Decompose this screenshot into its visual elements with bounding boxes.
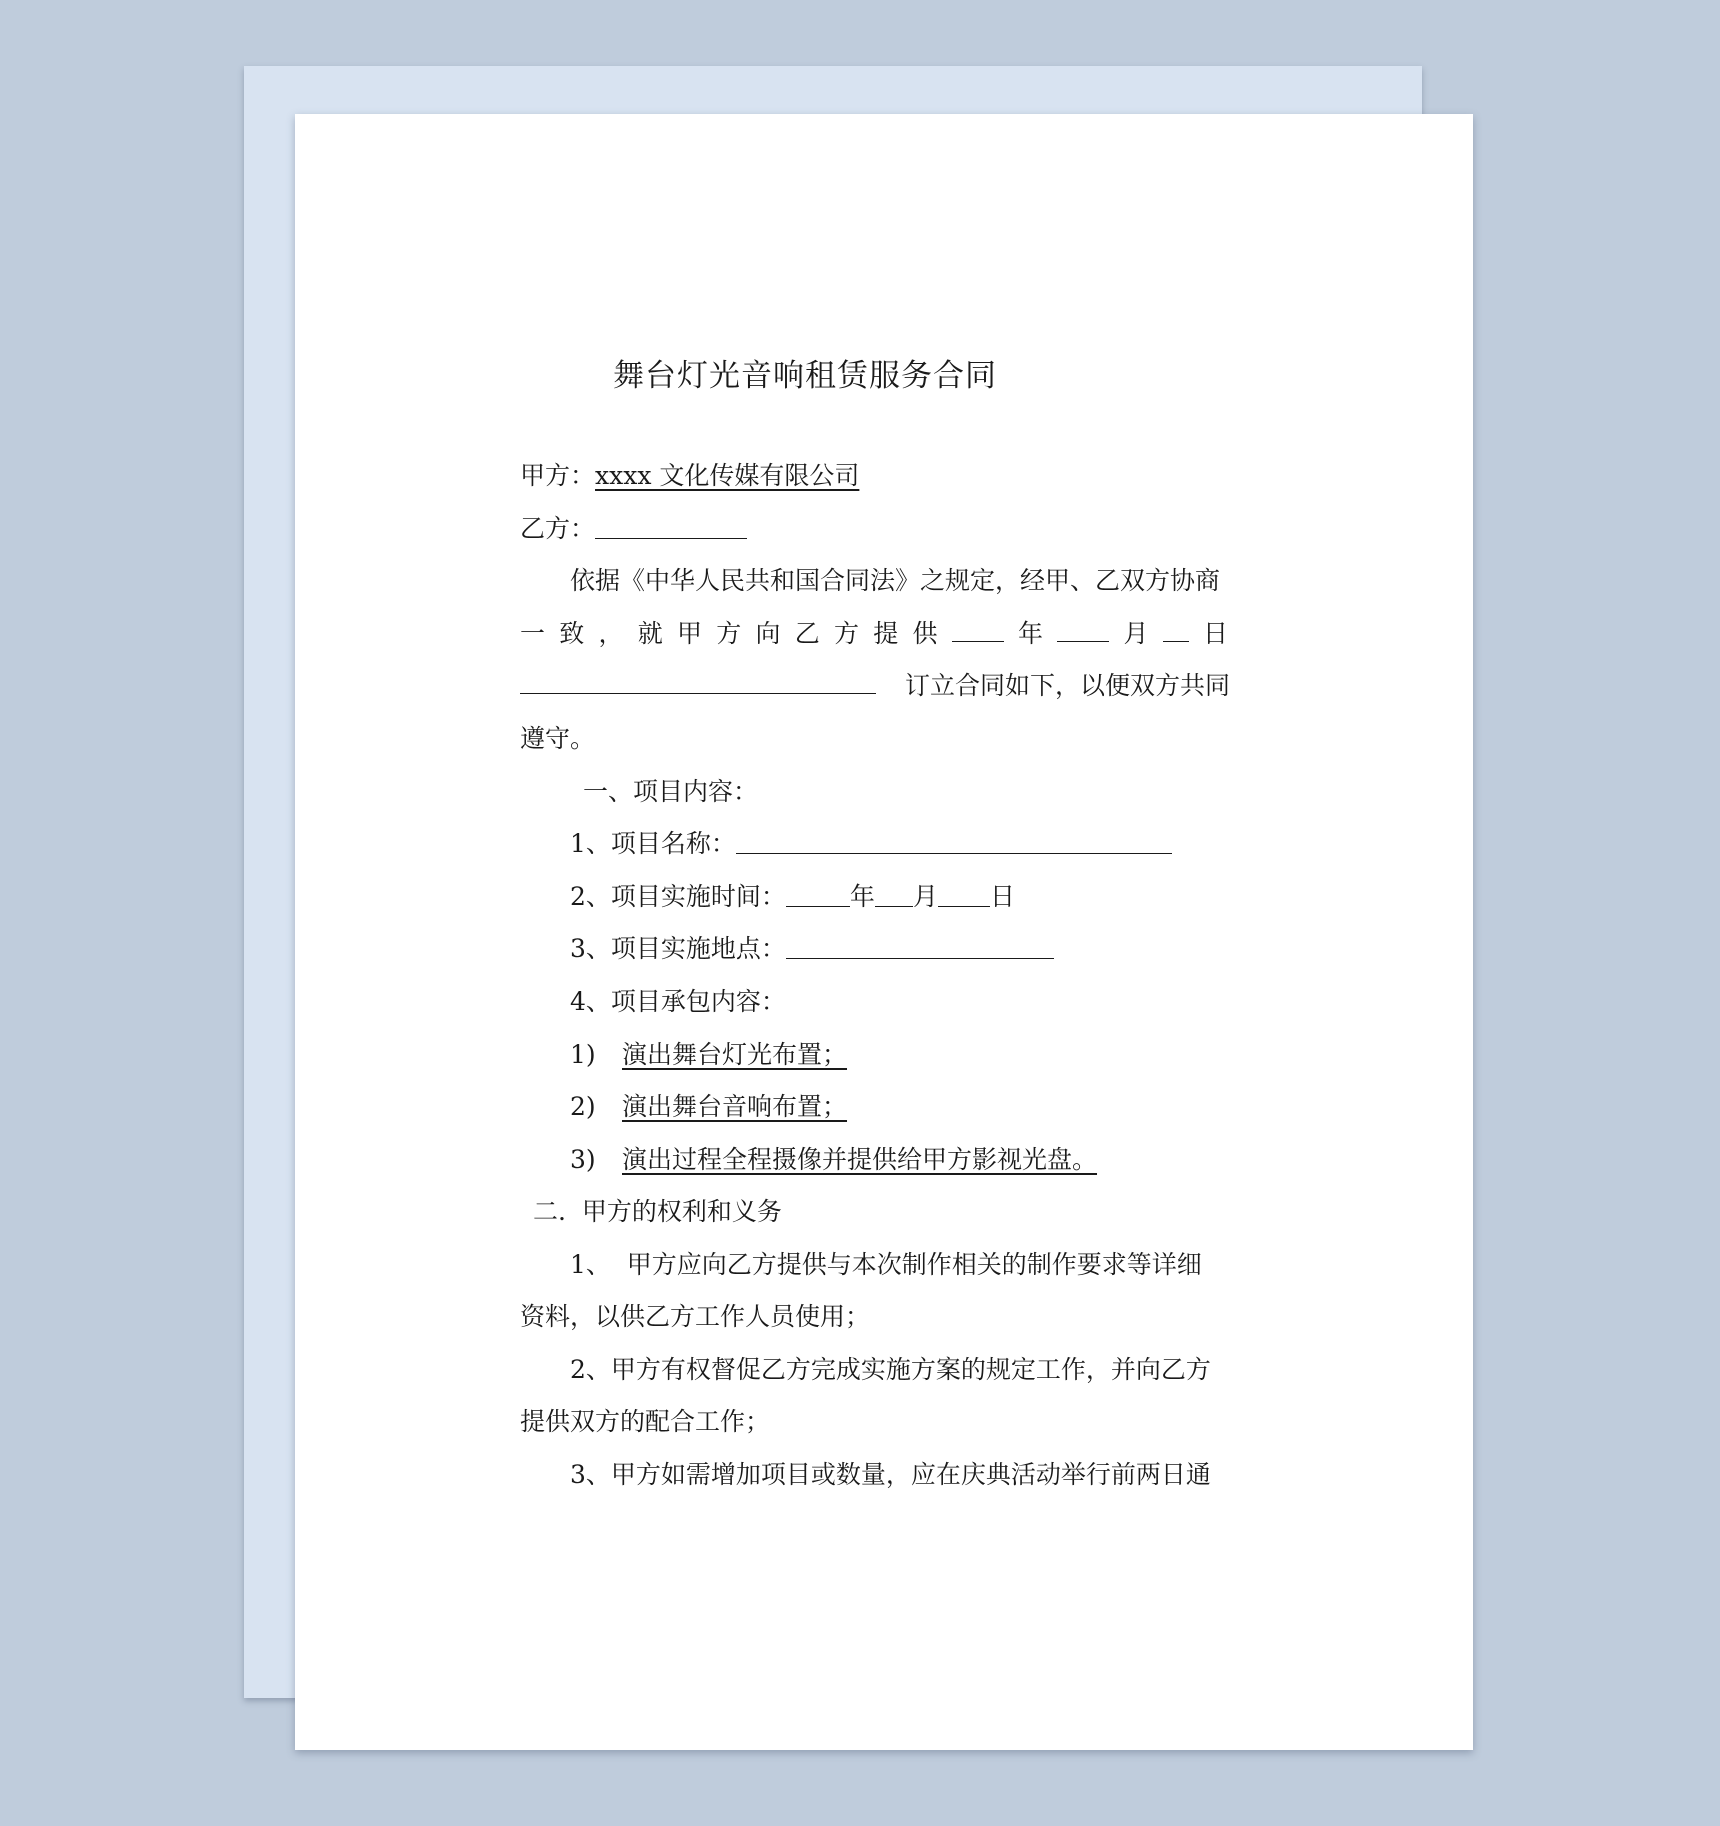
intro-year-blank — [952, 617, 1004, 642]
scope-item-text: 演出过程全程摄像并提供给甲方影视光盘。 — [622, 1145, 1098, 1174]
project-year-label: 年 — [849, 882, 875, 911]
scope-item — [570, 1038, 847, 1072]
scope-item — [570, 1090, 847, 1124]
party-a-label: 甲方： — [520, 461, 596, 490]
section-2-p3-line-1: 3、甲方如需增加项目或数量，应在庆典活动举行前两日通 — [570, 1460, 1211, 1489]
section-2-p2-line-1: 2、甲方有权督促乙方完成实施方案的规定工作，并向乙方 — [570, 1355, 1211, 1384]
section-2-p1-line-2: 资料，以供乙方工作人员使用； — [520, 1302, 871, 1331]
project-location-line — [570, 932, 1054, 966]
party-b-label: 乙方： — [520, 514, 596, 543]
scope-item-number: 3) — [570, 1145, 596, 1174]
intro-day-blank — [1163, 617, 1189, 642]
intro-char: 甲 — [677, 619, 703, 648]
section-2-p2-line-2: 提供双方的配合工作； — [520, 1407, 771, 1436]
intro-line-1: 依据《中华人民共和国合同法》之规定，经甲、乙双方协商 — [570, 566, 1221, 595]
scope-item-number: 2) — [570, 1092, 596, 1121]
document-title: 舞台灯光音响租赁服务合同 — [613, 358, 997, 394]
intro-purpose-blank — [520, 669, 876, 694]
party-b-blank — [595, 514, 747, 539]
project-location-label: 3、项目实施地点： — [570, 934, 786, 963]
project-name-blank — [736, 829, 1172, 854]
party-b-line — [520, 512, 747, 546]
intro-char: 就 — [637, 619, 663, 648]
project-location-blank — [786, 934, 1054, 959]
intro-line-2 — [520, 617, 1228, 651]
intro-char: 方 — [834, 619, 860, 648]
intro-char: 向 — [755, 619, 781, 648]
intro-year-label: 年 — [1017, 619, 1043, 648]
project-name-label: 1、项目名称： — [570, 829, 736, 858]
project-name-line — [570, 827, 1172, 861]
scope-item-text: 演出舞台灯光布置； — [622, 1040, 848, 1069]
intro-char: 供 — [912, 619, 938, 648]
intro-char: 提 — [873, 619, 899, 648]
intro-month-blank — [1057, 617, 1109, 642]
party-a-value: xxxx 文化传媒有限公司 — [595, 461, 860, 490]
section-2-heading: 二. 甲方的权利和义务 — [533, 1197, 782, 1226]
project-day-label: 日 — [989, 882, 1015, 911]
intro-line-4: 遵守。 — [520, 724, 596, 753]
intro-month-label: 月 — [1123, 619, 1149, 648]
project-month-blank — [875, 882, 913, 907]
project-scope-label: 4、项目承包内容： — [570, 987, 786, 1016]
project-day-blank — [938, 882, 990, 907]
section-1-heading: 一、项目内容： — [583, 777, 759, 806]
intro-line-3 — [520, 669, 1230, 703]
scope-item-number: 1) — [570, 1040, 596, 1069]
party-a-line — [520, 459, 859, 493]
section-2-p1-line-1: 1、 甲方应向乙方提供与本次制作相关的制作要求等详细 — [570, 1250, 1202, 1279]
scope-item — [570, 1143, 1097, 1177]
project-month-label: 月 — [912, 882, 938, 911]
scope-item-text: 演出舞台音响布置； — [622, 1092, 848, 1121]
intro-char: 乙 — [794, 619, 820, 648]
intro-char: 一 — [520, 619, 546, 648]
intro-char: 方 — [716, 619, 742, 648]
project-time-label: 2、项目实施时间： — [570, 882, 786, 911]
project-year-blank — [786, 882, 850, 907]
intro-char: ， — [598, 619, 624, 648]
intro-line-3-tail: 订立合同如下，以便双方共同 — [904, 671, 1230, 700]
project-time-line — [570, 880, 1015, 914]
intro-char: 致 — [559, 619, 585, 648]
intro-day-label: 日 — [1202, 619, 1228, 648]
